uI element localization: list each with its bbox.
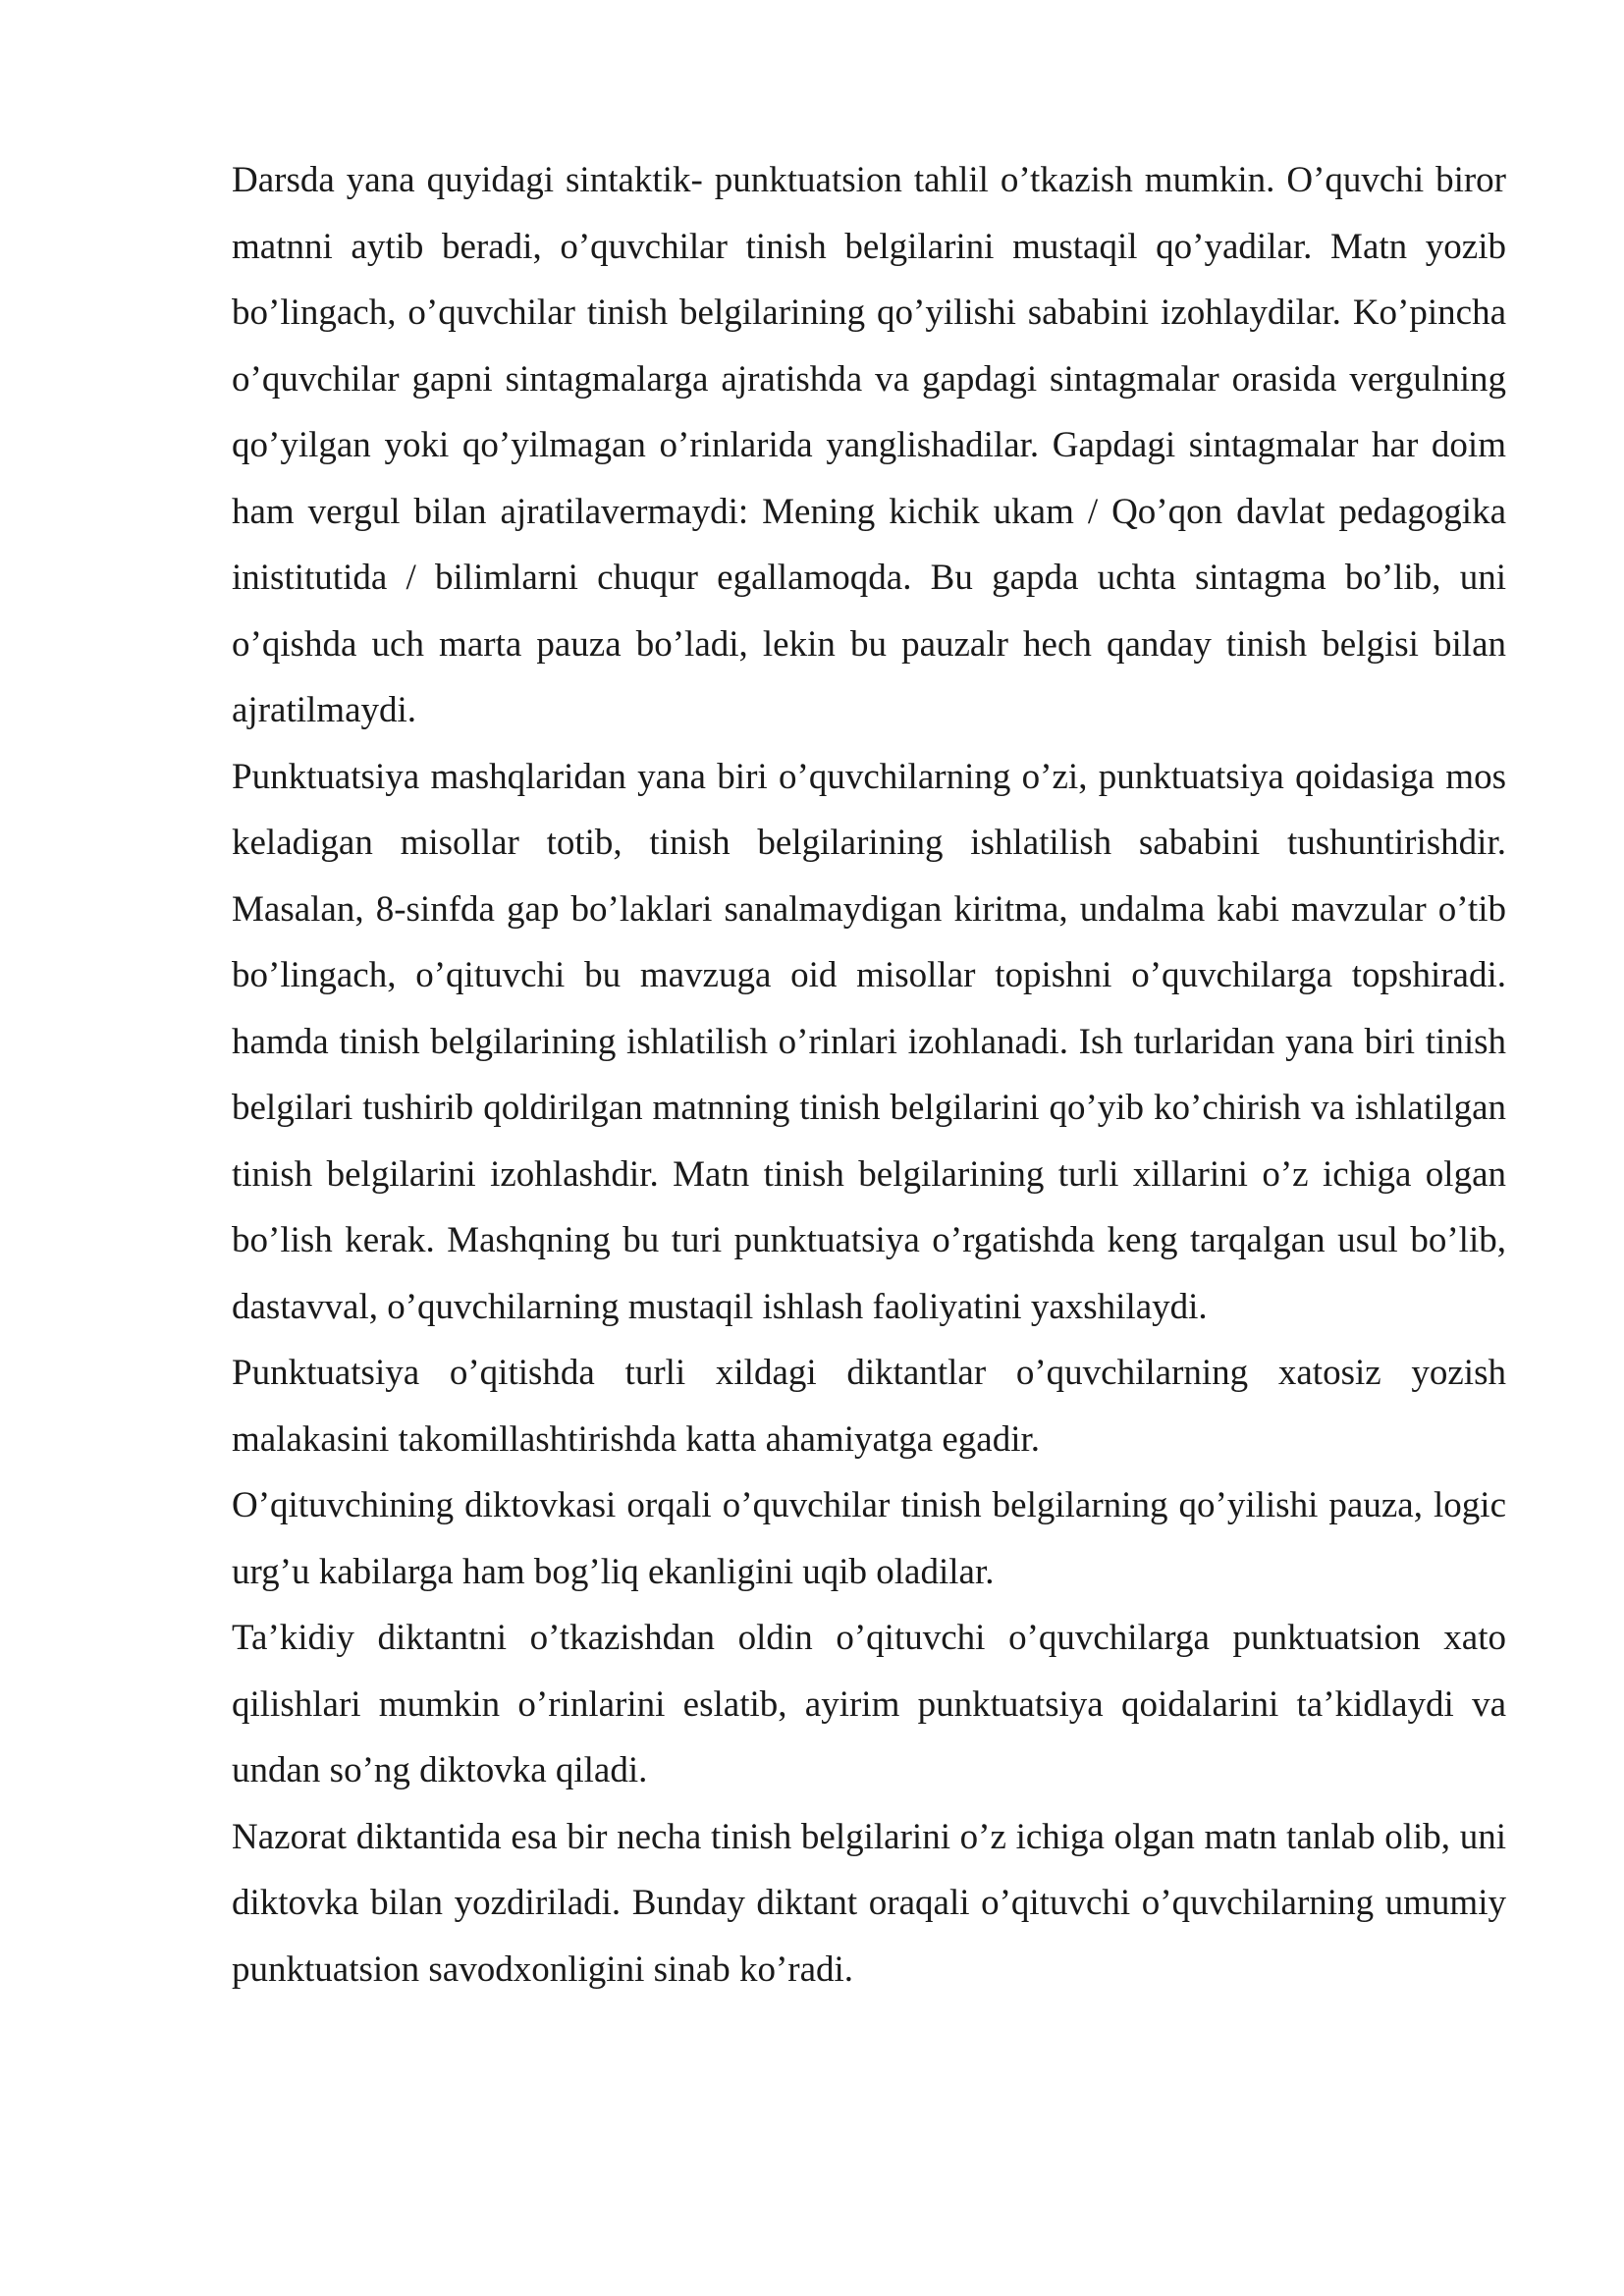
paragraph-syntactic-analysis: Darsda yana quyidagi sintaktik- punktuatsion tahlil o’tkazish mumkin. O’quvchi biror matnni aytib beradi, o’quvchilar tinish belgilarini mustaqil qo’yadilar. Matn yozib bo’lingach, o’quvchilar tinish belgilarining qo’yilishi sababini izohlaydilar. Ko’pincha o’quvchilar gapni sintagmalarga ajratishda va gapdagi sintagmalar orasida vergulning qo’yilgan yoki qo’yilmagan o’rinlarida yanglishadilar. Gapdagi sintagmalar har doim ham vergul bilan ajratilavermaydi: Mening kichik ukam / Qo’qon davlat pedagogika inistitutida / bilimlarni chuqur egallamoqda. Bu gapda uchta sintagma bo’lib, uni o’qishda uch marta pauza bo’ladi, lekin bu pauzalr hech qanday tinish belgisi bilan ajratilmaydi.: [232, 160, 1506, 730]
paragraph-emphatic-dictation: Ta’kidiy diktantni o’tkazishdan oldin o’qituvchi o’quvchilarga punktuatsion xato qilishlari mumkin o’rinlarini eslatib, ayirim punktuatsiya qoidalarini ta’kidlaydi va undan so’ng diktovka qiladi.: [232, 1618, 1506, 1790]
paragraph-teacher-dictation: O’qituvchining diktovkasi orqali o’quvchilar tinish belgilarning qo’yilishi pauza, logic urg’u kabilarga ham bog’liq ekanligini uqib oladilar.: [232, 1485, 1506, 1592]
paragraph-dictation-types: Punktuatsiya o’qitishda turli xildagi diktantlar o’quvchilarning xatosiz yozish malakasini takomillashtirishda katta ahamiyatga egadir.: [232, 1353, 1506, 1460]
paragraph-punctuation-exercises: Punktuatsiya mashqlaridan yana biri o’quvchilarning o’zi, punktuatsiya qoidasiga mos keladigan misollar totib, tinish belgilarining ishlatilish sababini tushuntirishdir. Masalan, 8-sinfda gap bo’laklari sanalmaydigan kiritma, undalma kabi mavzular o’tib bo’lingach, o’qituvchi bu mavzuga oid misollar topishni o’quvchilarga topshiradi. hamda tinish belgilarining ishlatilish o’rinlari izohlanadi. Ish turlaridan yana biri tinish belgilari tushirib qoldirilgan matnning tinish belgilarini qo’yib ko’chirish va ishlatilgan tinish belgilarini izohlashdir. Matn tinish belgilarining turli xillarini o’z ichiga olgan bo’lish kerak. Mashqning bu turi punktuatsiya o’rgatishda keng tarqalgan usul bo’lib, dastavval, o’quvchilarning mustaqil ishlash faoliyatini yaxshilaydi.: [232, 756, 1506, 1327]
paragraph-control-dictation: Nazorat diktantida esa bir necha tinish belgilarini o’z ichiga olgan matn tanlab olib, uni diktovka bilan yozdiriladi. Bunday diktant oraqali o’qituvchi o’quvchilarning umumiy punktuatsion savodxonligini sinab ko’radi.: [232, 1816, 1506, 1990]
document-page: [232, 147, 1506, 2002]
